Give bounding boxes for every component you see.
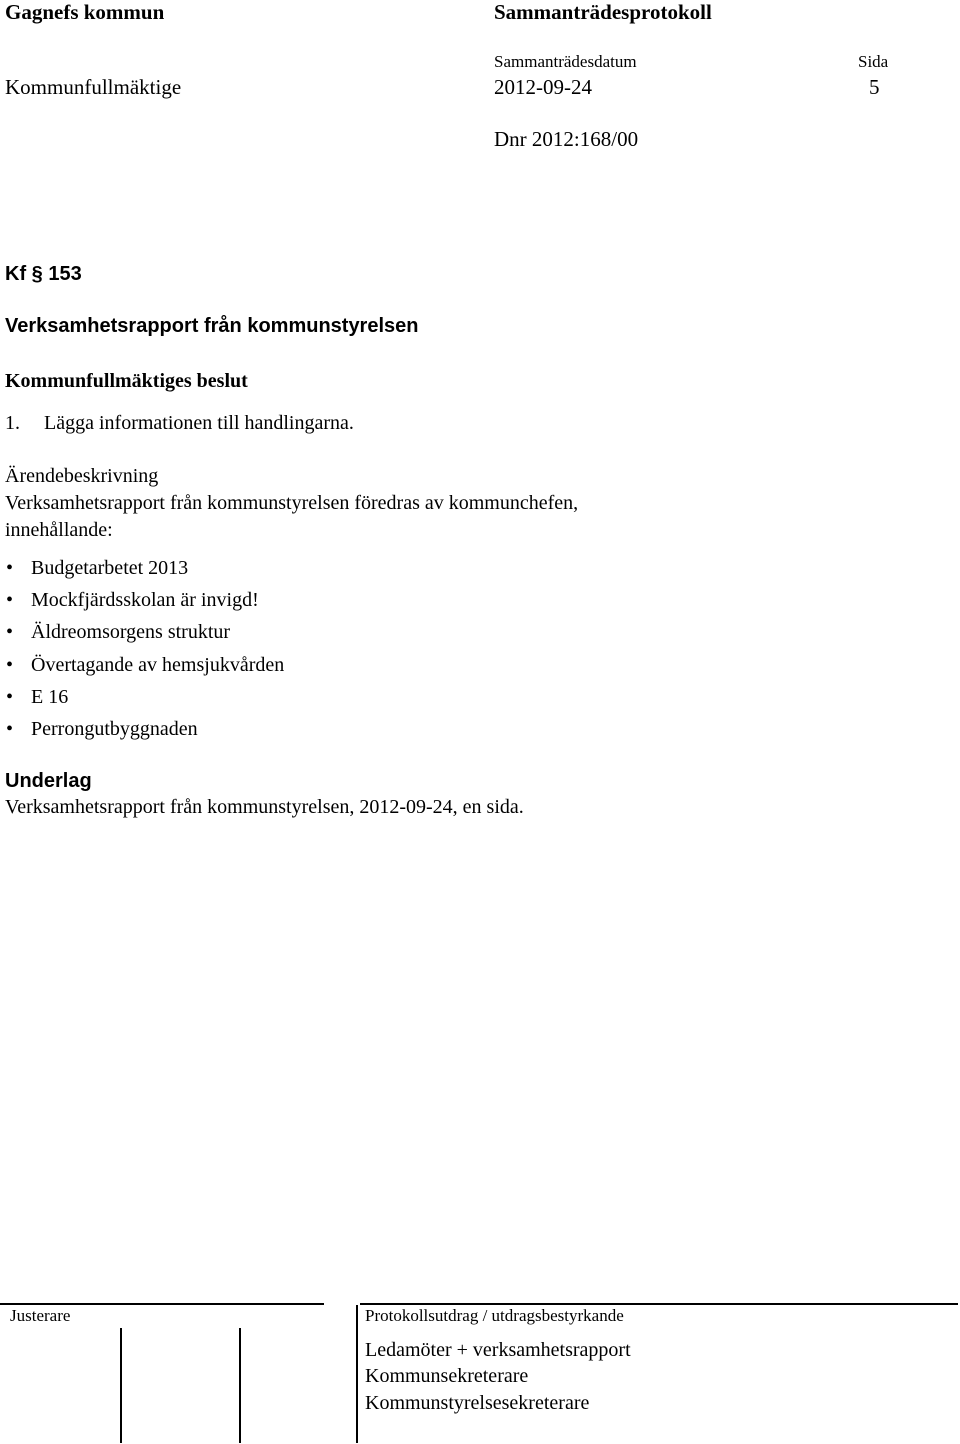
extract-label: Protokollsutdrag / utdragsbestyrkande <box>365 1306 624 1325</box>
underlag-heading: Underlag <box>5 770 92 792</box>
decision-point-text: Lägga informationen till handlingarna. <box>44 412 354 434</box>
list-item: • Övertagande av hemsjukvården <box>6 651 284 683</box>
dnr-number: Dnr 2012:168/00 <box>494 127 639 151</box>
decision-heading: Kommunfullmäktiges beslut <box>5 370 248 392</box>
bullet-icon: • <box>6 621 14 644</box>
bullet-icon: • <box>6 589 14 612</box>
list-item: • Perrongutbyggnaden <box>6 715 284 747</box>
recipient-3: Kommunstyrelsesekreterare <box>365 1392 590 1414</box>
footer-divider-right <box>360 1303 958 1305</box>
list-item: • Äldreomsorgens struktur <box>6 618 284 650</box>
footer-column-divider <box>356 1305 358 1443</box>
meeting-date: 2012-09-24 <box>494 75 592 99</box>
topic-list <box>6 554 284 747</box>
description-line-2: innehållande: <box>5 519 113 541</box>
list-item: • Budgetarbetet 2013 <box>6 554 284 586</box>
list-item: • Mockfjärdsskolan är invigd! <box>6 586 284 618</box>
item-title: Verksamhetsrapport från kommunstyrelsen <box>5 315 419 337</box>
page-label: Sida <box>858 52 889 71</box>
bullet-icon: • <box>6 717 14 740</box>
bullet-icon: • <box>6 557 14 579</box>
recipient-2: Kommunsekreterare <box>365 1365 529 1387</box>
document-type: Sammanträdesprotokoll <box>494 0 712 24</box>
justerare-label: Justerare <box>10 1306 71 1325</box>
recipient-1: Ledamöter + verksamhetsrapport <box>365 1339 631 1361</box>
decision-point-number: 1. <box>5 412 20 434</box>
list-item: • E 16 <box>6 683 284 715</box>
signature-box-divider <box>239 1328 241 1443</box>
meeting-date-label: Sammanträdesdatum <box>494 52 637 71</box>
underlag-text: Verksamhetsrapport från kommunstyrelsen, 2012-09-24, en sida. <box>5 796 524 818</box>
body-name: Kommunfullmäktige <box>5 75 182 99</box>
bullet-icon: • <box>6 653 14 676</box>
description-heading: Ärendebeskrivning <box>5 465 159 487</box>
footer-divider-left <box>0 1303 324 1305</box>
page-number: 5 <box>869 75 880 99</box>
signature-box-divider <box>120 1328 122 1443</box>
bullet-icon: • <box>6 685 14 708</box>
description-line-1: Verksamhetsrapport från kommunstyrelsen föredras av kommunchefen, <box>5 492 579 514</box>
paragraph-number: Kf § 153 <box>5 263 82 285</box>
organization-name: Gagnefs kommun <box>5 0 165 24</box>
